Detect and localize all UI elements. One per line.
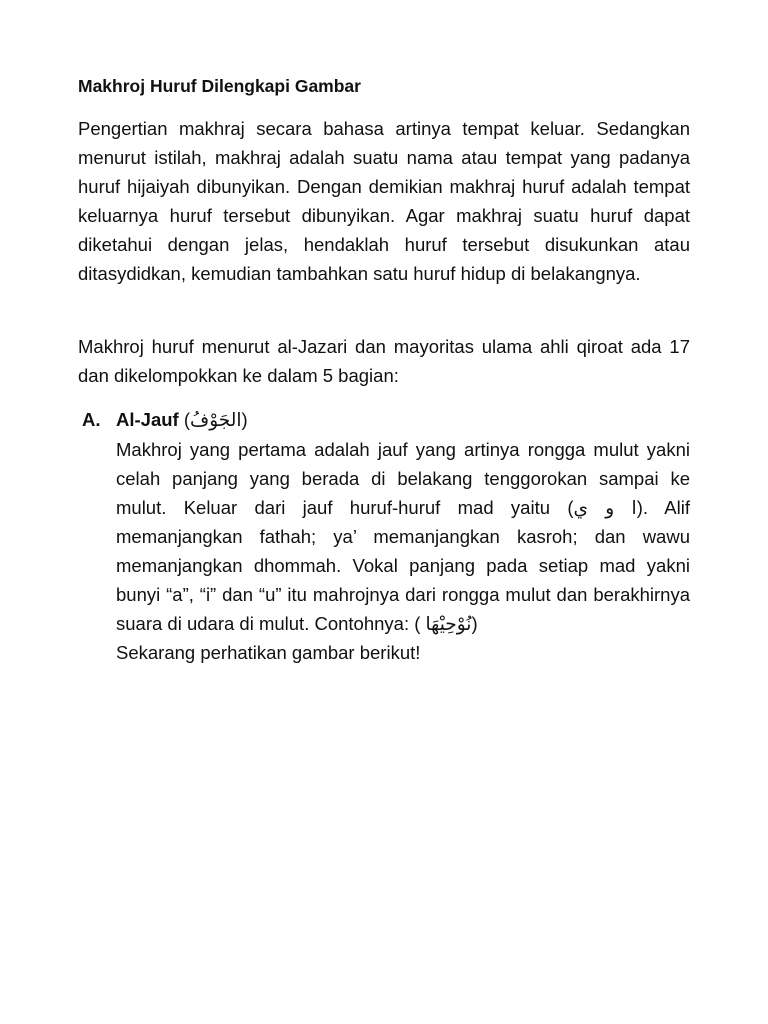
paragraph-spacer xyxy=(78,288,690,332)
list-marker: A. xyxy=(82,409,101,430)
list-item-heading-arabic: الجَوْفُ xyxy=(190,410,242,431)
list-item-closing: Sekarang perhatikan gambar berikut! xyxy=(116,642,421,663)
list-item-heading-open: ( xyxy=(178,409,191,430)
list-item-heading-latin: Al-Jauf xyxy=(116,409,179,430)
second-paragraph: Makhroj huruf menurut al-Jazari dan mayoritas ulama ahli qiroat ada 17 dan dikelompokkan ke dalam 5 bagian: xyxy=(78,336,690,386)
intro-paragraph: Pengertian makhraj secara bahasa artinya tempat keluar. Sedangkan menurut istilah, makhraj adalah suatu nama atau tempat yang padanya huruf hijaiyah dibunyikan. Dengan demikian makhraj huruf adalah tempat keluarnya huruf tersebut dibunyikan. Agar makhraj suatu huruf dapat diketahui dengan jelas, hendaklah huruf tersebut disukunkan atau ditasydidkan, kemudian tambahkan satu huruf hidup di belakangnya. xyxy=(78,118,690,284)
list-item-heading xyxy=(116,405,690,435)
list-item xyxy=(78,405,690,667)
document-page xyxy=(78,72,690,667)
document-title: Makhroj Huruf Dilengkapi Gambar xyxy=(78,76,361,96)
list-item-heading-close: ) xyxy=(241,409,248,430)
list-item-body: Makhroj yang pertama adalah jauf yang artinya rongga mulut yakni celah panjang yang berada di belakang tenggorokan sampai ke mulut. Keluar dari jauf huruf-huruf mad yaitu (ا و ي). Alif memanjangkan fathah; ya’ memanjangkan kasroh; dan wawu memanjangkan dhommah. Vokal panjang pada setiap mad yakni bunyi “a”, “i” dan “u” itu mahrojnya dari rongga mulut dan berakhirnya suara di udara di mulut. Contohnya: ( نُوْحِيْهَا) xyxy=(116,439,691,634)
